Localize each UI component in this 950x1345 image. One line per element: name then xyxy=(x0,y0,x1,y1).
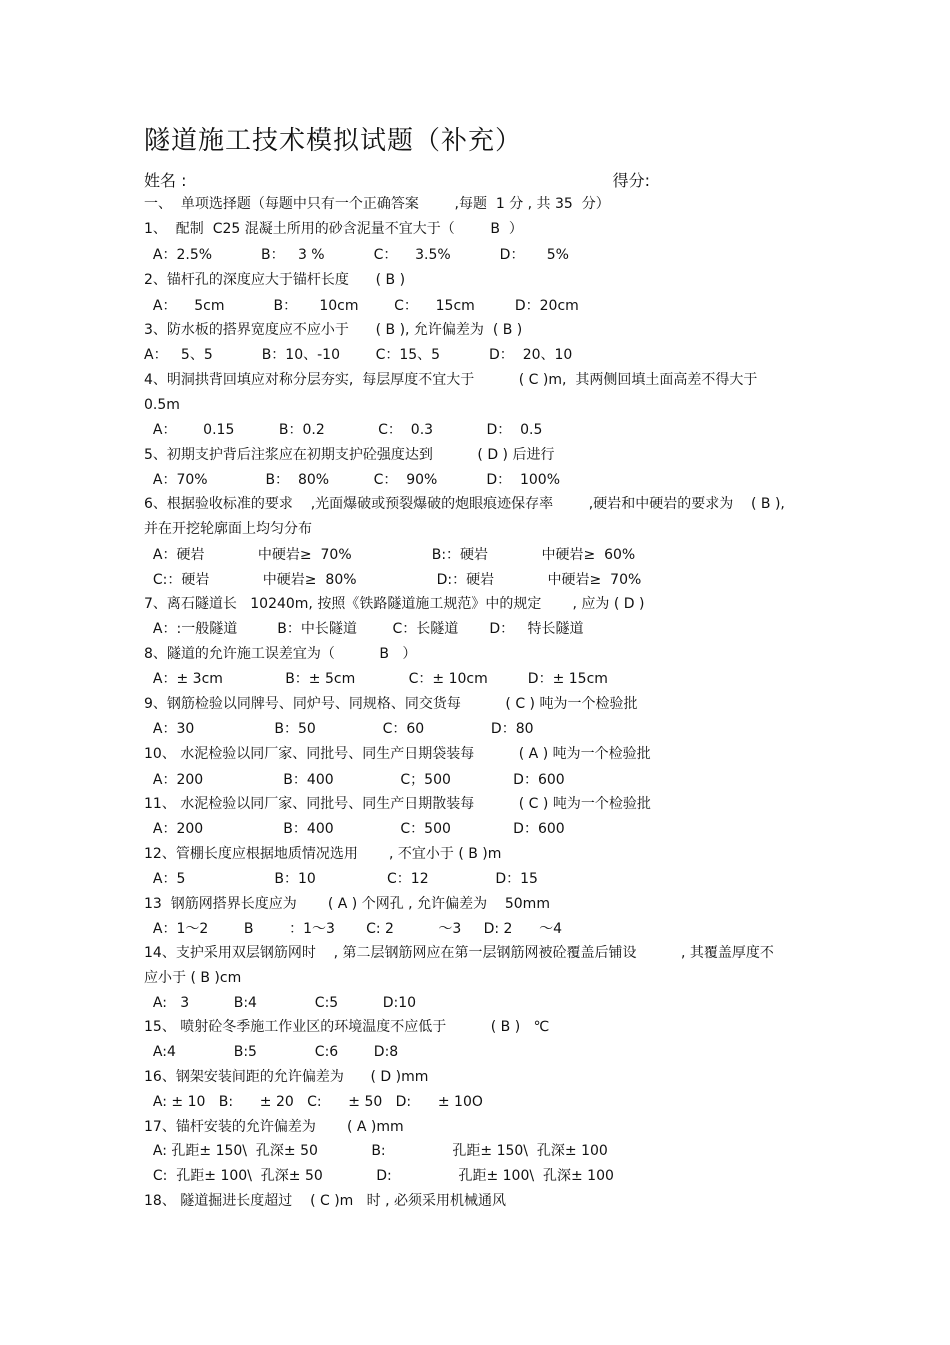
exam-header xyxy=(144,168,650,190)
question-3-options: A： 5、5 B：10、-10 C：15、5 D： 20、10 xyxy=(144,347,573,363)
question-9: 9、钢筋检验以同牌号、同炉号、同规格、同交货每 ( C ) 吨为一个检验批 xyxy=(144,696,638,712)
question-2: 2、锚杆孔的深度应大于锚杆长度 ( B ) xyxy=(144,272,406,288)
question-14-cont: 应小于 ( B )cm xyxy=(144,970,242,986)
question-6-cont: 并在开挖轮廓面上均匀分布 xyxy=(144,521,312,537)
question-4-options: A： 0.15 B：0.2 C： 0.3 D： 0.5 xyxy=(144,422,543,438)
section-heading: 一、 单项选择题（每题中只有一个正确答案 ,每题 1 分 , 共 35 分） xyxy=(144,196,610,212)
question-14-options: A: 3 B:4 C:5 D:10 xyxy=(144,995,417,1011)
question-12: 12、管棚长度应根据地质情况选用 , 不宜小于 ( B )m xyxy=(144,846,502,862)
question-13: 13 钢筋网搭界长度应为 ( A ) 个网孔 , 允许偏差为 50mm xyxy=(144,896,550,912)
question-5-options: A：70% B： 80% C： 90% D： 100% xyxy=(144,472,561,488)
question-4: 4、明洞拱背回填应对称分层夯实, 每层厚度不宜大于 ( C )m, 其两侧回填土面高差不得大于 xyxy=(144,372,758,388)
question-7-options: A：:一般隧道 B：中长隧道 C：长隧道 D： 特长隧道 xyxy=(144,621,584,637)
question-5: 5、初期支护背后注浆应在初期支护砼强度达到 ( D ) 后进行 xyxy=(144,447,555,463)
name-label: 姓名 : xyxy=(144,171,187,190)
question-6: 6、根据验收标准的要求 ,光面爆破或预裂爆破的炮眼痕迹保存率 ,硬岩和中硬岩的要求为 ( B ), xyxy=(144,496,785,512)
question-1: 1、 配制 C25 混凝土所用的砂含泥量不宜大于（ B ） xyxy=(144,221,523,237)
question-18: 18、 隧道掘进长度超过 ( C )m 时 , 必须采用机械通风 xyxy=(144,1193,507,1209)
question-8-options: A：± 3cm B：± 5cm C：± 10cm D：± 15cm xyxy=(144,671,608,687)
question-15-options: A:4 B:5 C:6 D:8 xyxy=(144,1044,399,1060)
score-label: 得分: xyxy=(612,171,650,190)
question-16-options: A: ± 10 B: ± 20 C: ± 50 D: ± 10O xyxy=(144,1094,483,1110)
question-6-options-cd: C:：硬岩 中硬岩≥ 80% D:：硬岩 中硬岩≥ 70% xyxy=(144,572,642,588)
question-11: 11、 水泥检验以同厂家、同批号、同生产日期散装每 ( C ) 吨为一个检验批 xyxy=(144,796,651,812)
question-12-options: A：5 B：10 C：12 D：15 xyxy=(144,871,538,887)
question-15: 15、 喷射砼冬季施工作业区的环境温度不应低于 ( B ) ℃ xyxy=(144,1019,550,1035)
question-7: 7、离石隧道长 10240m, 按照《铁路隧道施工规范》中的规定 , 应为 ( D ) xyxy=(144,596,645,612)
exam-title: 隧道施工技术模拟试题（补充） xyxy=(144,126,523,156)
question-11-options: A：200 B：400 C：500 D：600 xyxy=(144,821,565,837)
question-10: 10、 水泥检验以同厂家、同批号、同生产日期袋装每 ( A ) 吨为一个检验批 xyxy=(144,746,651,762)
question-13-options: A：1～2 B ：1～3 C: 2 ～3 D: 2 ～4 xyxy=(144,921,563,937)
question-3: 3、防水板的搭界宽度应不应小于 ( B ), 允许偏差为 ( B ) xyxy=(144,322,523,338)
question-2-options: A： 5cm B： 10cm C： 15cm D：20cm xyxy=(144,298,579,314)
question-17-options-ab: A: 孔距± 150\ 孔深± 50 B: 孔距± 150\ 孔深± 100 xyxy=(144,1143,608,1159)
question-4-cont: 0.5m xyxy=(144,397,180,413)
question-17-options-cd: C: 孔距± 100\ 孔深± 50 D: 孔距± 100\ 孔深± 100 xyxy=(144,1168,614,1184)
question-16: 16、钢架安装间距的允许偏差为 ( D )mm xyxy=(144,1069,429,1085)
question-9-options: A：30 B：50 C：60 D：80 xyxy=(144,721,534,737)
question-6-options-ab: A：硬岩 中硬岩≥ 70% B:：硬岩 中硬岩≥ 60% xyxy=(144,547,636,563)
question-1-options: A：2.5% B： 3 % C： 3.5% D： 5% xyxy=(144,247,569,263)
question-14: 14、支护采用双层钢筋网时 , 第二层钢筋网应在第一层钢筋网被砼覆盖后铺设 , 其覆盖厚度不 xyxy=(144,945,774,961)
question-10-options: A：200 B：400 C；500 D：600 xyxy=(144,772,565,788)
question-17: 17、锚杆安装的允许偏差为 ( A )mm xyxy=(144,1119,404,1135)
question-8: 8、隧道的允许施工误差宜为（ B ） xyxy=(144,646,417,662)
